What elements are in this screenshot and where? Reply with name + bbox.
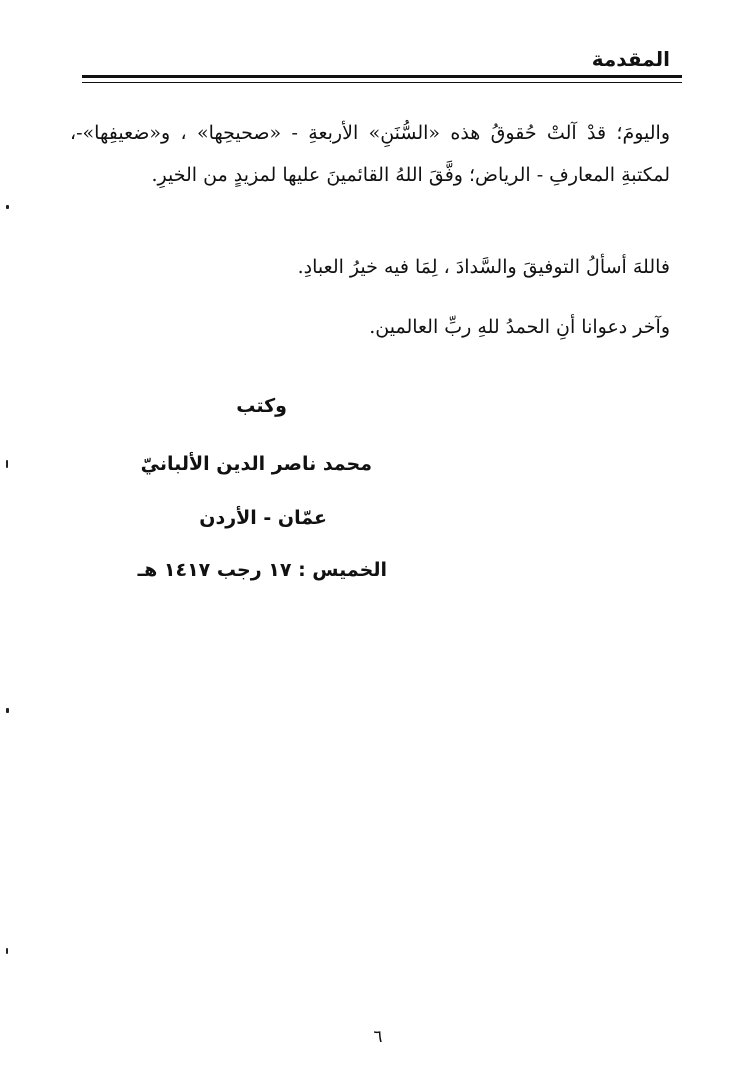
scan-speck [6, 460, 8, 468]
signature-author: محمد ناصر الدين الألبانيّ [140, 453, 372, 475]
scan-speck [6, 205, 9, 209]
scan-speck [6, 708, 9, 713]
signature-wrote: وكتب [236, 395, 287, 417]
running-head-title: المقدمة [591, 47, 670, 71]
header-rule-thin [82, 82, 682, 83]
paragraph-rights: واليومَ؛ قدْ آلتْ حُقوقُ هذه «السُّنَنِ» الأربعةِ - «صحيحِها» ، و«ضعيفِها»-، لمكتبةِ المعارفِ - الرياض؛ وفَّقَ اللهُ القائمينَ عليها لمزيدٍ من الخيرِ. [70, 122, 670, 186]
paragraph-closing: وآخر دعوانا أنِ الحمدُ للهِ ربِّ العالمين. [369, 316, 670, 338]
paragraph-prayer: فاللهَ أسألُ التوفيقَ والسَّدادَ ، لِمَا فيه خيرُ العبادِ. [297, 256, 670, 278]
scan-speck [6, 948, 8, 954]
signature-date: الخميس : ١٧ رجب ١٤١٧ هـ [137, 559, 387, 581]
page-number: ٦ [373, 1027, 383, 1047]
signature-place: عمّان - الأردن [199, 507, 327, 529]
header-rule-thick [82, 75, 682, 78]
